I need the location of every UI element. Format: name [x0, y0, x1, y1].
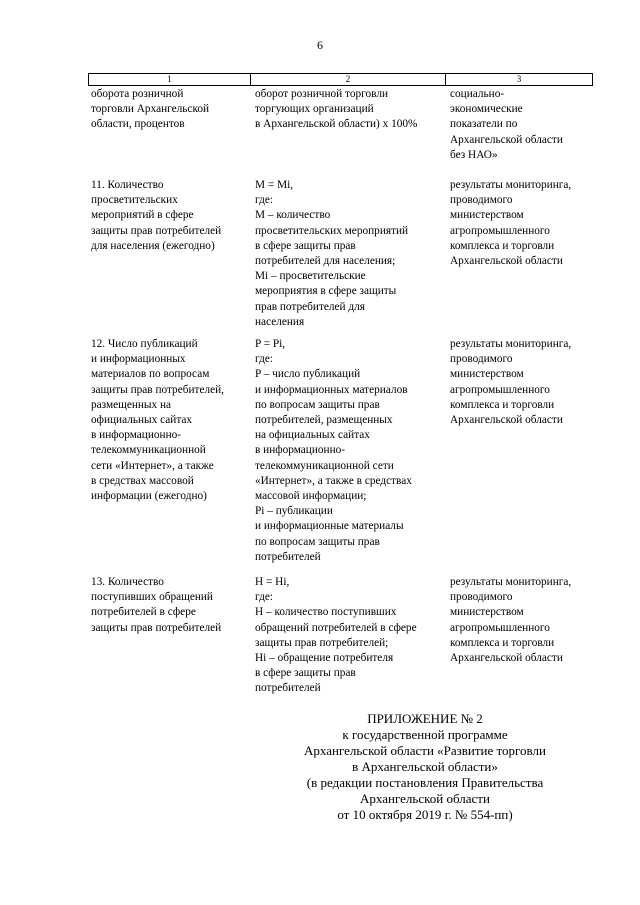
indicator-cell: 13. Количество поступивших обращений потребителей в сфере защиты прав потребителей: [91, 576, 222, 634]
appendix-heading: ПРИЛОЖЕНИЕ № 2 к государственной программе Архангельской области «Развитие торговли в Архангельской области» (в редакции постановления Правительства Архангельской области от 10 октября 2019 г. № 554-пп): [304, 711, 546, 822]
indicator-cell: 11. Количество просветительских мероприятий в сфере защиты прав потребителей для населения (ежегодно): [91, 179, 222, 252]
column-header-1: 1: [88, 73, 251, 86]
source-cell: социально- экономические показатели по Архангельской области без НАО»: [450, 88, 563, 161]
indicator-cell: оборота розничной торговли Архангельской области, процентов: [91, 88, 210, 131]
indicator-cell: 12. Число публикаций и информационных материалов по вопросам защиты прав потребителей, размещенных на официальных сайтах в информационно- телекоммуникационной сети «Интернет», а также в средствах массовой информации (ежегодно): [91, 338, 224, 503]
source-cell: результаты мониторинга, проводимого министерством агропромышленного комплекса и торговли Архангельской области: [450, 576, 572, 665]
formula-cell: H = Hi, где: H – количество поступивших обращений потребителей в сфере защиты прав потребителей; Hi – обращение потребителя в сфере защиты прав потребителей: [255, 576, 417, 695]
source-cell: результаты мониторинга, проводимого министерством агропромышленного комплекса и торговли Архангельской области: [450, 338, 572, 427]
formula-cell: оборот розничной торговли торгующих организаций в Архангельской области) х 100%: [255, 88, 418, 131]
column-header-3: 3: [445, 73, 593, 86]
source-cell: результаты мониторинга, проводимого министерством агропромышленного комплекса и торговли Архангельской области: [450, 179, 572, 268]
formula-cell: M = Mi, где: M – количество просветительских мероприятий в сфере защиты прав потребителей для населения; Mi – просветительские мероприятия в сфере защиты прав потребителей для населения: [255, 179, 409, 328]
column-header-2: 2: [250, 73, 446, 86]
formula-cell: P = Pi, где: P – число публикаций и информационных материалов по вопросам защиты прав потребителей, размещенных на официальных сайтах в информационно- телекоммуникационной сети «Интернет», а также в средствах массовой информации; Pi – публикации и информационные материалы по вопросам защиты прав потребителей: [255, 338, 412, 563]
page-number: 6: [317, 38, 323, 52]
